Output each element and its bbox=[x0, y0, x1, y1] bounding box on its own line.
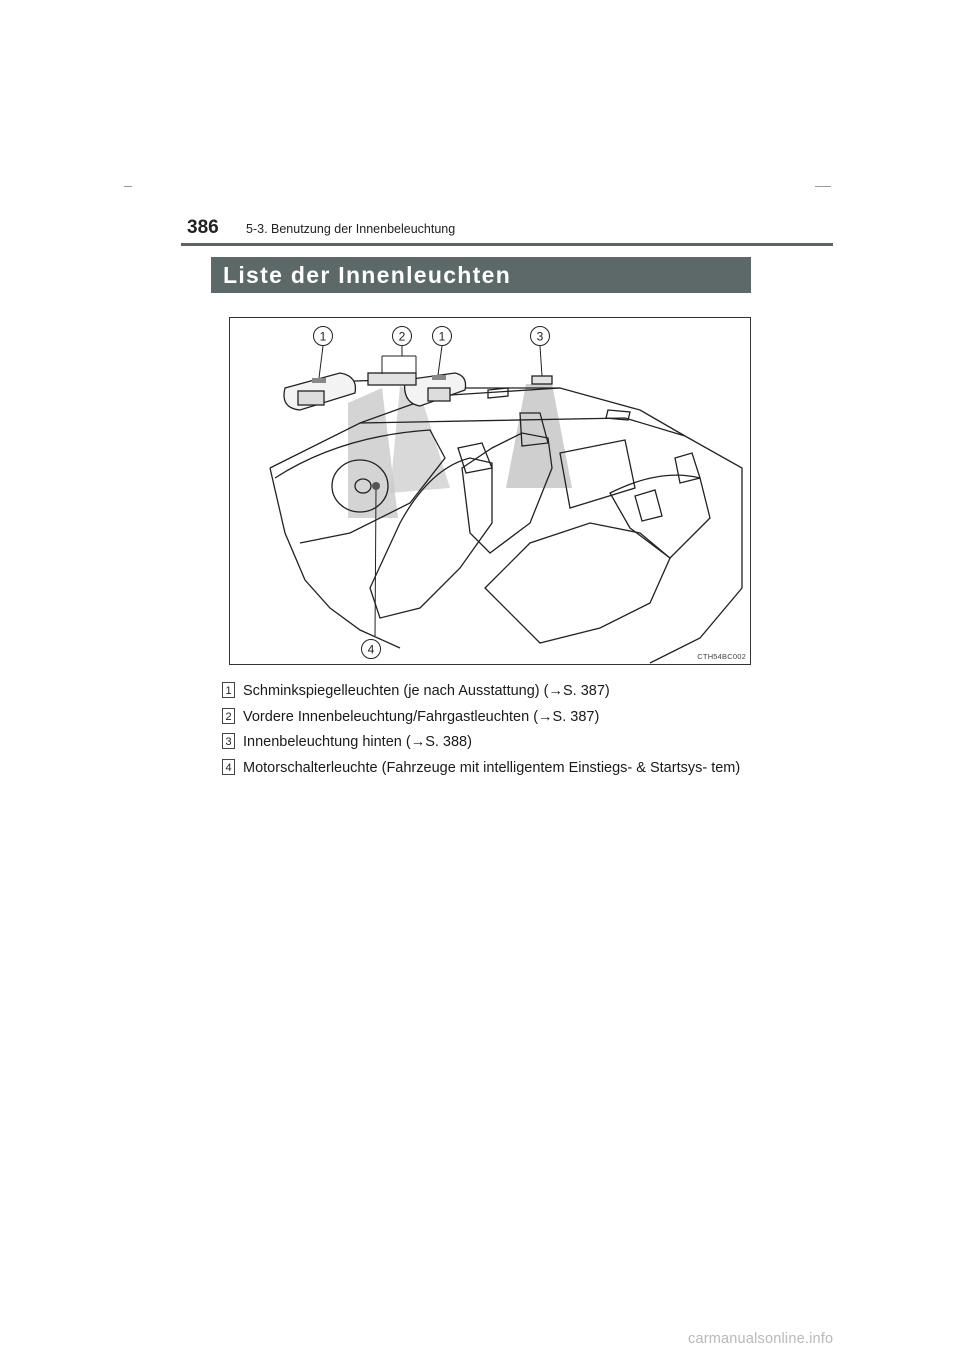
running-head: 5-3. Benutzung der Innenbeleuchtung bbox=[246, 222, 456, 236]
leader-3 bbox=[540, 346, 542, 376]
legend-text: Motorschalterleuchte (Fahrzeuge mit intelligentem Einstiegs- & Startsys- tem) bbox=[243, 759, 741, 776]
interior-lights-illustration bbox=[229, 317, 751, 665]
watermark: carmanualsonline.info bbox=[688, 1331, 834, 1347]
front-door bbox=[560, 440, 635, 508]
legend-number-badge: 2 bbox=[222, 708, 235, 724]
legend-text: Innenbeleuchtung hinten (→S. 388) bbox=[243, 734, 472, 750]
rear-seat bbox=[485, 523, 670, 643]
leader-1a bbox=[319, 346, 323, 378]
callout-label: 2 bbox=[398, 329, 406, 344]
header-rule bbox=[181, 243, 833, 246]
front-interior-light-housing bbox=[368, 373, 416, 385]
section-title: Liste der Innenleuchten bbox=[211, 257, 751, 293]
callout-label: 1 bbox=[438, 329, 446, 344]
engine-switch-light bbox=[372, 482, 380, 490]
legend-item bbox=[222, 731, 742, 753]
figure-code: CTH54BC002 bbox=[697, 652, 746, 661]
callout-label: 3 bbox=[536, 329, 544, 344]
legend-item bbox=[222, 706, 742, 728]
legend-number-badge: 4 bbox=[222, 759, 235, 775]
legend-item bbox=[222, 680, 742, 702]
vanity-light-left bbox=[312, 378, 326, 383]
vanity-mirror-left bbox=[298, 391, 324, 405]
legend-text: Schminkspiegelleuchten (je nach Ausstattung) (→S. 387) bbox=[243, 683, 610, 699]
legend-text: Vordere Innenbeleuchtung/Fahrgastleuchten (→S. 387) bbox=[243, 708, 600, 725]
legend-number-badge: 3 bbox=[222, 733, 235, 749]
crop-mark-right bbox=[815, 186, 831, 187]
rear-interior-light bbox=[532, 376, 552, 384]
light-beam-front-left bbox=[348, 388, 398, 518]
headrest-driver bbox=[458, 443, 492, 473]
callout-label: 4 bbox=[367, 642, 375, 657]
car-interior-drawing bbox=[230, 318, 751, 665]
crop-mark-left bbox=[124, 186, 132, 187]
leader-1b bbox=[438, 346, 442, 375]
page-number: 386 bbox=[187, 217, 219, 238]
legend-list bbox=[222, 680, 742, 782]
legend-number-badge: 1 bbox=[222, 682, 235, 698]
callout-label: 1 bbox=[319, 329, 327, 344]
vanity-mirror-right bbox=[428, 388, 450, 401]
headrest-rear-right bbox=[675, 453, 700, 483]
vanity-light-right bbox=[432, 375, 446, 380]
legend-item bbox=[222, 757, 742, 779]
headrest-rear-left bbox=[635, 490, 662, 521]
leader-2 bbox=[382, 346, 416, 374]
